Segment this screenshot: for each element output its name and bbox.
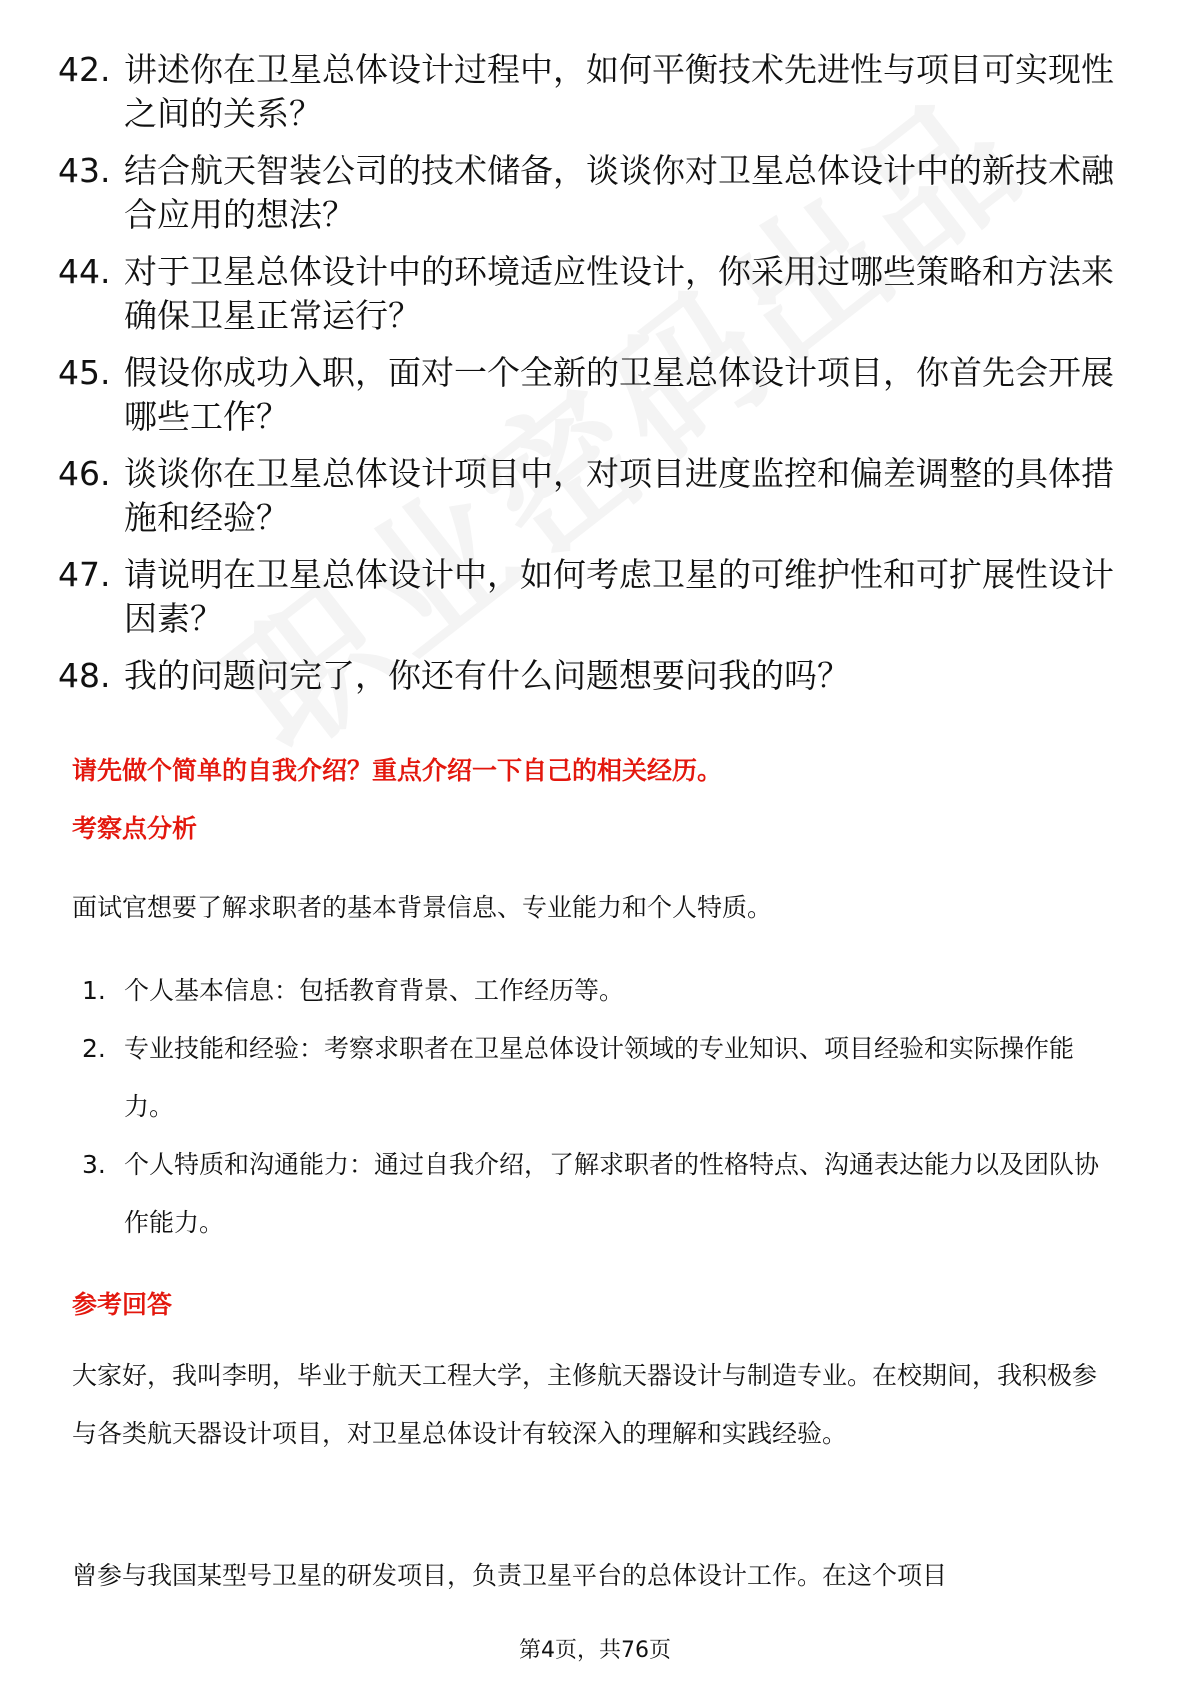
analysis-list: [82, 962, 1112, 1252]
page-footer: 第4页，共76页: [519, 1638, 671, 1663]
question-text: 假设你成功入职，面对一个全新的卫星总体设计项目，你首先会开展哪些工作？: [124, 353, 1114, 436]
question-text: 请说明在卫星总体设计中，如何考虑卫星的可维护性和可扩展性设计因素？: [124, 555, 1114, 638]
list-item-text: 个人特质和沟通能力：通过自我介绍，了解求职者的性格特点、沟通表达能力以及团队协作能力。: [124, 1150, 1100, 1237]
question-number: 42.: [58, 50, 111, 89]
question-number: 47.: [58, 555, 111, 594]
question-number: 46.: [58, 454, 111, 493]
question-item: [58, 250, 1138, 338]
question-text: 讲述你在卫星总体设计过程中，如何平衡技术先进性与项目可实现性之间的关系？: [124, 50, 1114, 133]
question-text: 谈谈你在卫星总体设计项目中，对项目进度监控和偏差调整的具体措施和经验？: [124, 454, 1114, 537]
list-item-number: 1.: [82, 976, 106, 1005]
question-item: [58, 48, 1138, 136]
question-item: [58, 654, 1138, 698]
question-number: 45.: [58, 353, 111, 392]
question-number: 44.: [58, 252, 111, 291]
question-number: 48.: [58, 656, 111, 695]
question-text: 我的问题问完了，你还有什么问题想要问我的吗？: [124, 656, 850, 695]
highlight-question: 请先做个简单的自我介绍？重点介绍一下自己的相关经历。: [72, 756, 723, 785]
question-item: [58, 452, 1138, 540]
question-number: 43.: [58, 151, 111, 190]
list-item: [82, 962, 1112, 1020]
question-text: 对于卫星总体设计中的环境适应性设计，你采用过哪些策略和方法来确保卫星正常运行？: [124, 252, 1114, 335]
list-item-number: 2.: [82, 1034, 106, 1063]
list-item-number: 3.: [82, 1150, 106, 1179]
list-item: [82, 1136, 1112, 1252]
question-item: [58, 553, 1138, 641]
list-item-text: 个人基本信息：包括教育背景、工作经历等。: [124, 976, 625, 1005]
list-item-text: 专业技能和经验：考察求职者在卫星总体设计领域的专业知识、项目经验和实际操作能力。: [124, 1034, 1075, 1121]
question-item: [58, 351, 1138, 439]
list-item: [82, 1020, 1112, 1136]
analysis-intro: 面试官想要了解求职者的基本背景信息、专业能力和个人特质。: [72, 893, 773, 922]
question-item: [58, 149, 1138, 237]
analysis-title: 考察点分析: [72, 814, 198, 843]
question-text: 结合航天智装公司的技术储备，谈谈你对卫星总体设计中的新技术融合应用的想法？: [124, 151, 1114, 234]
answer-paragraph: 曾参与我国某型号卫星的研发项目，负责卫星平台的总体设计工作。在这个项目: [72, 1561, 948, 1590]
answer-title: 参考回答: [72, 1290, 173, 1319]
answer-paragraph: 大家好，我叫李明，毕业于航天工程大学，主修航天器设计与制造专业。在校期间，我积极参与各类航天器设计项目，对卫星总体设计有较深入的理解和实践经验。: [72, 1361, 1098, 1448]
question-list: [58, 48, 1138, 711]
